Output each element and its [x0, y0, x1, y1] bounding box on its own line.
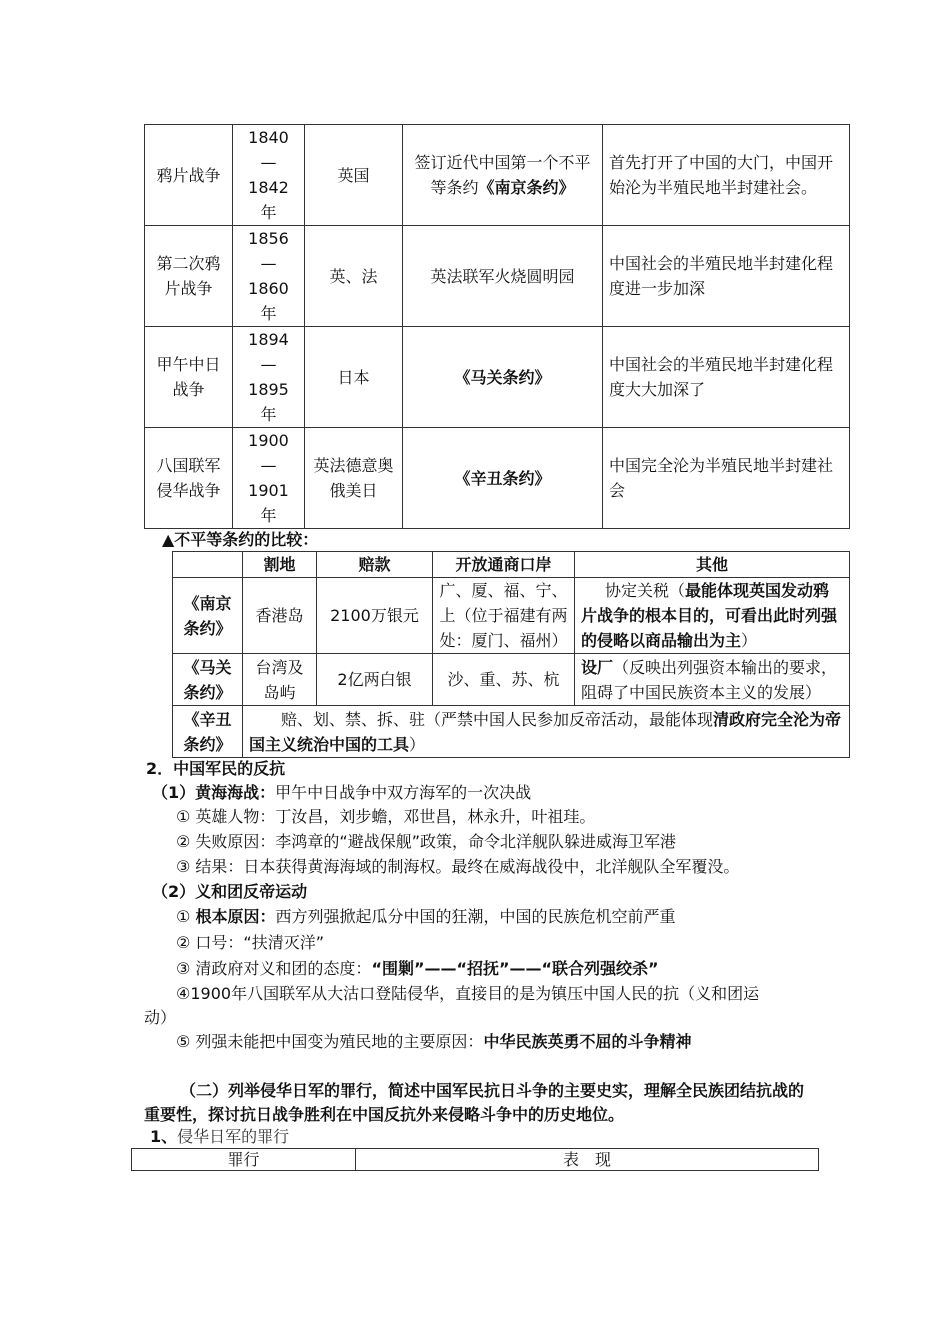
summary-bold: 清政府完全沦为帝国主义统治中国的工具: [249, 709, 842, 754]
header-cell: 开放通商口岸: [433, 552, 575, 578]
s1-label: （1）黄海海战：: [152, 783, 276, 802]
war-years: 1856—1860年: [233, 226, 305, 327]
war-name: 第二次鸦片战争: [145, 226, 233, 327]
list-item: ② 失败原因：李鸿章的“避战保舰”政策，命令北洋舰队躲进威海卫军港: [176, 832, 677, 851]
other-text: 协定关税（: [605, 581, 686, 600]
treaty-money: 2100万银元: [317, 578, 433, 654]
event-treaty: 《南京条约》: [478, 178, 575, 197]
item-bold: 根本原因：: [195, 907, 276, 926]
treaty-ports: 沙、重、苏、杭: [433, 654, 575, 706]
table-row: [173, 706, 850, 758]
treaty-name: 《马关条约》: [173, 654, 243, 706]
war-years: 1894—1895年: [233, 327, 305, 428]
s1-text: 甲午中日战争中双方海军的一次决战: [275, 783, 532, 802]
table-row: [173, 578, 850, 654]
s2-label: （2）义和团反帝运动: [152, 882, 308, 901]
list-item: [176, 957, 659, 981]
war-event: [403, 428, 603, 529]
event-text: 签订近代中国第一个不平等条约: [414, 153, 591, 197]
item-text: ③ 清政府对义和团的态度：: [176, 959, 372, 978]
table-row: [145, 125, 850, 226]
wars-table: [144, 124, 850, 529]
item-text: ⑤ 列强未能把中国变为殖民地的主要原因：: [176, 1032, 484, 1051]
sub-heading: [150, 1125, 289, 1149]
header-cell: [173, 552, 243, 578]
table-row: [145, 428, 850, 529]
treaty-summary: [243, 706, 850, 758]
item-num: ①: [176, 907, 196, 926]
other-text: （反映出列强资本输出的要求，阻碍了中国民族资本主义的发展）: [581, 657, 838, 702]
sub-num: 1、: [150, 1127, 178, 1146]
header-cell: 罪行: [132, 1149, 356, 1171]
war-country: 英、法: [305, 226, 403, 327]
war-event: [403, 226, 603, 327]
table-row: [145, 327, 850, 428]
crimes-table: [131, 1148, 819, 1171]
treaty-name: 《南京条约》: [173, 578, 243, 654]
war-years: 1900—1901年: [233, 428, 305, 529]
treaty-money: 2亿两白银: [317, 654, 433, 706]
war-impact: 中国完全沦为半殖民地半封建社会: [603, 428, 850, 529]
war-event: [403, 125, 603, 226]
table-header-row: [132, 1149, 819, 1171]
header-cell: 其他: [575, 552, 850, 578]
event-text: 英法联军火烧圆明园: [430, 266, 575, 286]
war-event: [403, 327, 603, 428]
war-country: 日本: [305, 327, 403, 428]
list-item: [176, 905, 675, 929]
other-text: ）: [741, 631, 758, 650]
summary-text: ）: [409, 734, 426, 754]
list-item: ④1900年八国联军从大沽口登陆侵华，直接目的是为镇压中国人民的抗（义和团运: [176, 984, 760, 1003]
war-country: 英国: [305, 125, 403, 226]
item-text: 西方列强掀起瓜分中国的狂潮，中国的民族危机空前严重: [275, 907, 676, 926]
table-row: [145, 226, 850, 327]
treaty-land: 台湾及岛屿: [243, 654, 317, 706]
treaty-compare-table: [172, 551, 850, 758]
war-years: 1840—1842年: [233, 125, 305, 226]
compare-heading: ▲不平等条约的比较：: [162, 530, 319, 549]
list-item-cont: 动）: [144, 1008, 177, 1027]
other-bold: 最能体现英国发动鸦片战争的根本目的，可看出此时列强的侵略以商品输出为主: [581, 581, 838, 650]
sub-text: 侵华日军的罪行: [177, 1127, 290, 1146]
table-row: [173, 654, 850, 706]
war-name: 八国联军侵华战争: [145, 428, 233, 529]
s1-line: [152, 781, 531, 805]
event-treaty: 《马关条约》: [454, 367, 551, 387]
war-country: 英法德意奥俄美日: [305, 428, 403, 529]
treaty-other: [575, 654, 850, 706]
list-item: ② 口号：“扶清灭洋”: [176, 933, 325, 952]
war-impact: 首先打开了中国的大门，中国开始沦为半殖民地半封建社会。: [603, 125, 850, 226]
list-item: ① 英雄人物：丁汝昌，刘步蟾，邓世昌，林永升，叶祖珪。: [176, 807, 596, 826]
war-name: 甲午中日战争: [145, 327, 233, 428]
list-item: ③ 结果：日本获得黄海海域的制海权。最终在威海战役中，北洋舰队全军覆没。: [176, 857, 740, 876]
header-cell: 赔款: [317, 552, 433, 578]
treaty-name: 《辛丑条约》: [173, 706, 243, 758]
war-impact: 中国社会的半殖民地半封建化程度进一步加深: [603, 226, 850, 327]
part2-heading-line1: （二）列举侵华日军的罪行，简述中国军民抗日斗争的主要史实，理解全民族团结抗战的: [180, 1081, 805, 1100]
item-bold: “围剿”——“招抚”——“联合列强绞杀”: [371, 959, 659, 978]
war-impact: 中国社会的半殖民地半封建化程度大大加深了: [603, 327, 850, 428]
summary-text: 赔、划、禁、拆、驻（严禁中国人民参加反帝活动，最能体现: [281, 709, 714, 729]
event-treaty: 《辛丑条约》: [454, 468, 551, 488]
table-header-row: [173, 552, 850, 578]
header-cell: 割地: [243, 552, 317, 578]
other-bold: 设厂: [581, 657, 614, 677]
list-item: [176, 1030, 691, 1054]
treaty-ports: 广、厦、福、宁、上（位于福建有两处：厦门、福州）: [433, 578, 575, 654]
treaty-land: 香港岛: [243, 578, 317, 654]
item-bold: 中华民族英勇不屈的斗争精神: [483, 1032, 692, 1051]
header-cell: 表 现: [356, 1149, 819, 1171]
part2-heading-line2: 重要性，探讨抗日战争胜利在中国反抗外来侵略斗争中的历史地位。: [144, 1105, 625, 1124]
section-title: 2．中国军民的反抗: [146, 759, 286, 778]
treaty-other: [575, 578, 850, 654]
war-name: 鸦片战争: [145, 125, 233, 226]
